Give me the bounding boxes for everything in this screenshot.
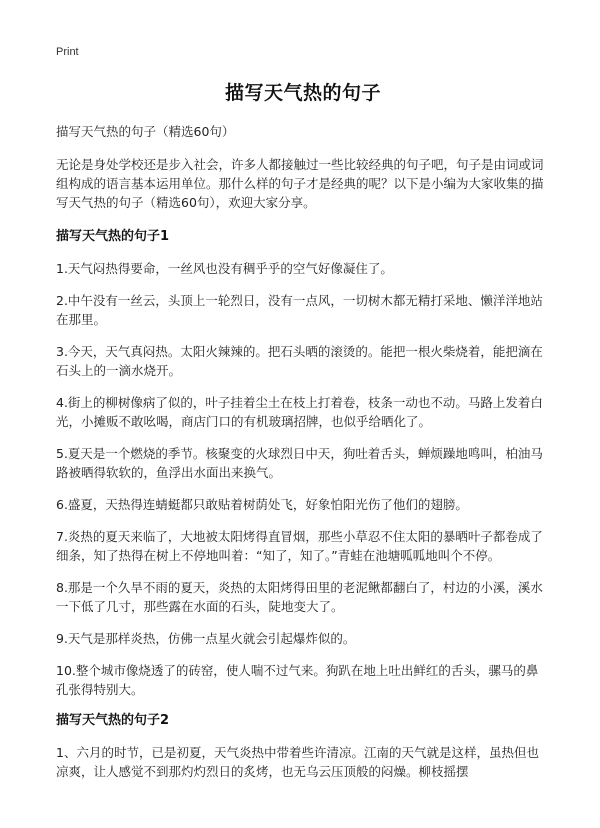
list-item: 6.盛夏，天热得连蜻蜓都只敢贴着树荫处飞，好象怕阳光伤了他们的翅膀。 bbox=[56, 497, 468, 512]
intro-paragraph: 无论是身处学校还是步入社会，许多人都接触过一些比较经典的句子吧，句子是由词或词组构成的语言基本运用单位。那什么样的句子才是经典的呢？以下是小编为大家收集的描写天气热的句子（精选60句），欢迎大家分享。 bbox=[56, 157, 544, 210]
list-item: 1、六月的时节，已是初夏，天气炎热中带着些许清凉。江南的天气就是这样，虽热但也凉爽，让人感觉不到那灼灼烈日的炙烤，也无乌云压顶般的闷燥。柳枝摇摆 bbox=[56, 745, 539, 779]
list-item: 1.天气闷热得要命，一丝风也没有稠乎乎的空气好像凝住了。 bbox=[56, 261, 393, 276]
section-heading-1: 描写天气热的句子1 bbox=[56, 229, 170, 244]
section-heading-2: 描写天气热的句子2 bbox=[56, 713, 170, 728]
list-item: 5.夏天是一个燃烧的季节。核聚变的火球烈日中天，狗吐着舌头，蝉烦躁地鸣叫，柏油马路被晒得软软的，鱼浮出水面出来换气。 bbox=[56, 446, 543, 480]
list-item: 4.街上的柳树像病了似的，叶子挂着尘土在枝上打着卷，枝条一动也不动。马路上发着白光，小摊贩不敢吆喝，商店门口的有机玻璃招牌，也似乎给晒化了。 bbox=[56, 395, 543, 429]
list-item: 7.炎热的夏天来临了，大地被太阳烤得直冒烟，那些小草忍不住太阳的暴晒叶子都卷成了细条，知了热得在树上不停地叫着：“知了，知了。”青蛙在池塘呱呱地叫个不停。 bbox=[56, 529, 543, 563]
list-item: 9.天气是那样炎热，仿佛一点星火就会引起爆炸似的。 bbox=[56, 631, 356, 646]
print-link[interactable]: Print bbox=[56, 46, 79, 58]
page-title: 描写天气热的句子 bbox=[224, 82, 381, 104]
article bbox=[56, 78, 550, 794]
list-item: 3.今天，天气真闷热。太阳火辣辣的。把石头晒的滚烫的。能把一根火柴烧着，能把滴在石头上的一滴水烧开。 bbox=[56, 344, 543, 378]
list-item: 8.那是一个久旱不雨的夏天，炎热的太阳烤得田里的老泥鳅都翻白了，村边的小溪，溪水一下低了几寸，那些露在水面的石头，陡地变大了。 bbox=[56, 580, 543, 614]
article-subtitle: 描写天气热的句子（精选60句） bbox=[56, 124, 235, 139]
list-item: 2.中午没有一丝云，头顶上一轮烈日，没有一点风，一切树木都无精打采地、懒洋洋地站在那里。 bbox=[56, 293, 543, 327]
list-item: 10.整个城市像烧透了的砖窑，使人喘不过气来。狗趴在地上吐出鲜红的舌头，骡马的鼻孔张得特别大。 bbox=[56, 663, 539, 697]
